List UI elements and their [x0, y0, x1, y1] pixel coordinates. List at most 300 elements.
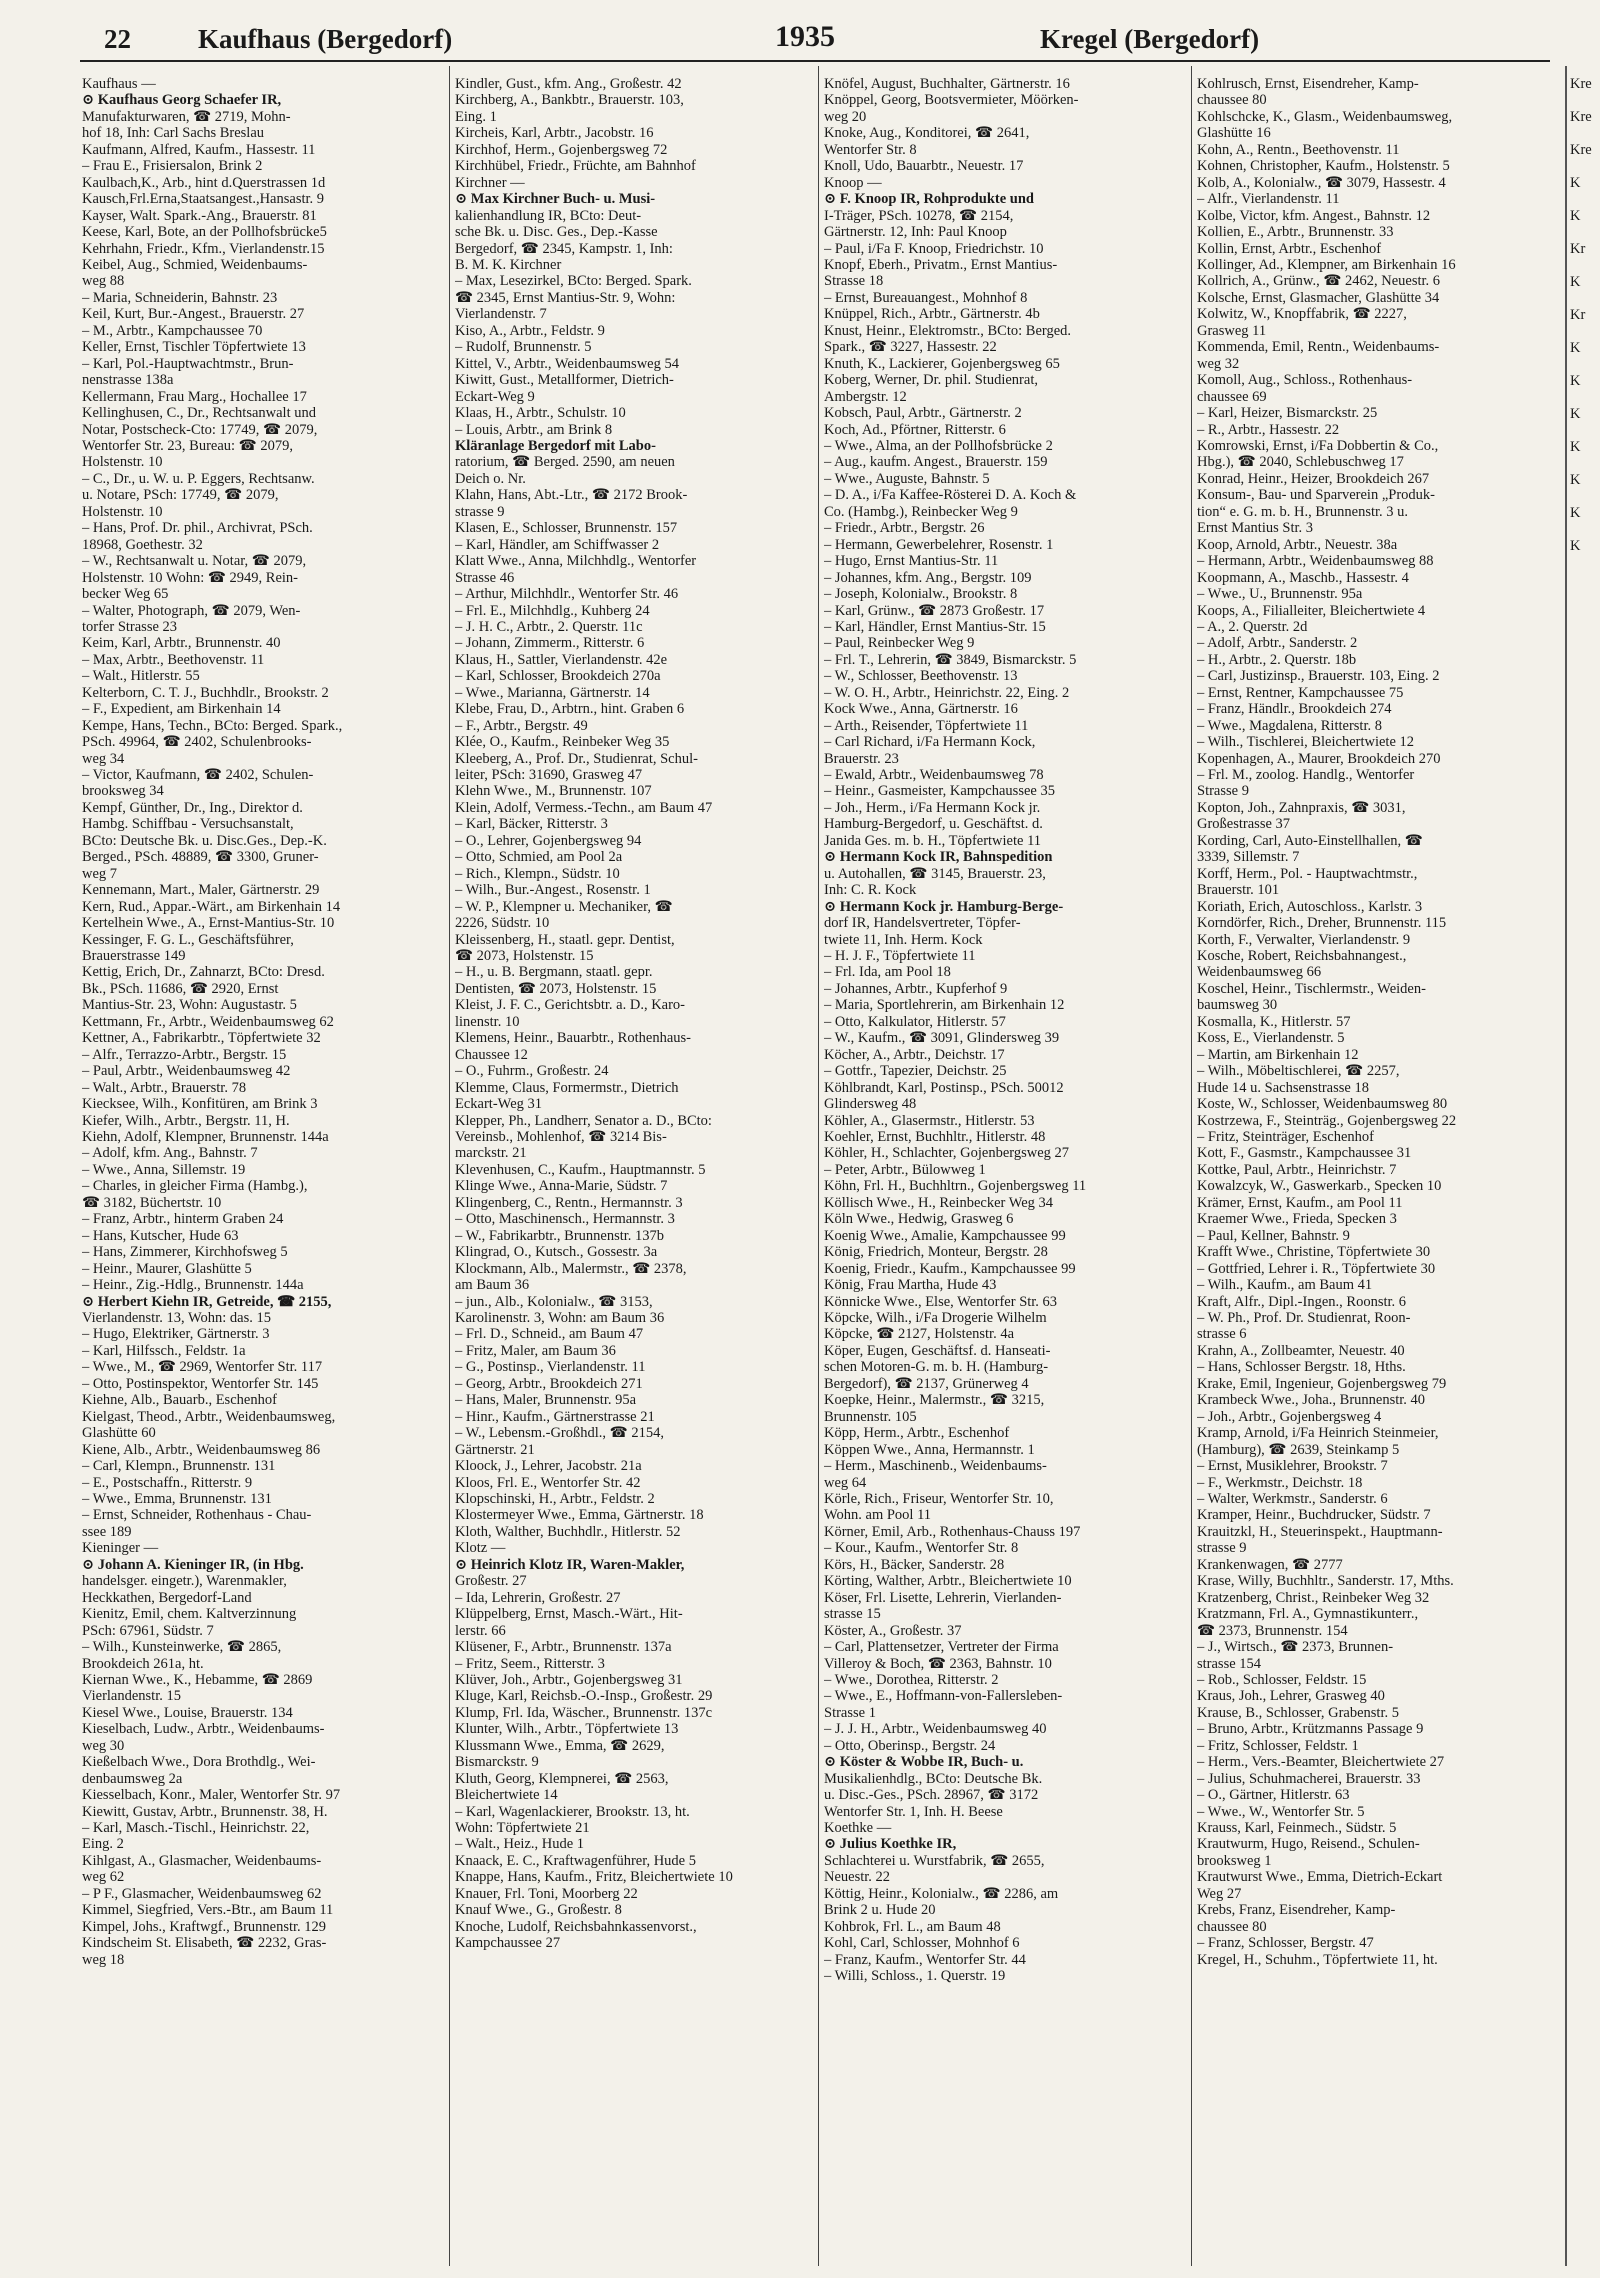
directory-entry: Klein, Adolf, Vermess.-Techn., am Baum 47 [455, 799, 713, 816]
directory-entry: Kennemann, Mart., Maler, Gärtnerstr. 29 [82, 882, 320, 899]
directory-entry: ratorium, ☎ Berged. 2590, am neuen [455, 454, 675, 471]
directory-entry: Wentorfer Str. 1, Inh. H. Beese [824, 1803, 1003, 1820]
directory-entry: – Maria, Sportlehrerin, am Birkenhain 12 [824, 997, 1065, 1014]
directory-entry: Knappe, Hans, Kaufm., Fritz, Bleichertwiete 10 [455, 1869, 733, 1886]
next-page-fragment: K [1570, 538, 1581, 554]
directory-entry: – E., Postschaffn., Ritterstr. 9 [82, 1474, 253, 1491]
directory-entry: Bismarckstr. 9 [455, 1754, 539, 1771]
directory-entry: – Frl. D., Schneid., am Baum 47 [455, 1326, 644, 1343]
directory-entry: Keim, Karl, Arbtr., Brunnenstr. 40 [82, 635, 281, 652]
directory-entry: Glindersweg 48 [824, 1096, 917, 1113]
directory-entry: Brauerstr. 23 [824, 750, 899, 767]
directory-entry: Knauer, Frl. Toni, Moorberg 22 [455, 1885, 638, 1902]
directory-entry: Köhlbrandt, Karl, Postinsp., PSch. 50012 [824, 1079, 1064, 1096]
directory-entry: Kollin, Ernst, Arbtr., Eschenhof [1197, 240, 1382, 257]
directory-entry: Brookdeich 261a, ht. [82, 1655, 204, 1672]
next-page-fragment: Kre [1570, 142, 1592, 158]
directory-entry: – Hans, Prof. Dr. phil., Archivrat, PSch. [82, 520, 313, 537]
directory-entry: schen Motoren-G. m. b. H. (Hamburg- [824, 1359, 1049, 1376]
directory-entry: ⊙ Julius Koethke IR, [824, 1836, 957, 1853]
directory-entry: Kienitz, Emil, chem. Kaltverzinnung [82, 1606, 297, 1623]
directory-entry: Knust, Heinr., Elektromstr., BCto: Berged. [824, 322, 1072, 339]
next-page-fragment: K [1570, 406, 1581, 422]
directory-entry: – J. H. C., Arbtr., 2. Querstr. 11c [455, 618, 643, 635]
directory-entry: ⊙ Hermann Kock jr. Hamburg-Berge- [824, 898, 1064, 915]
directory-entry: – Frl. E., Milchhdlg., Kuhberg 24 [455, 602, 650, 619]
directory-entry: Kohn, A., Rentn., Beethovenstr. 11 [1197, 141, 1400, 158]
directory-entry: – Joseph, Kolonialw., Brookstr. 8 [824, 586, 1018, 603]
directory-entry: weg 64 [824, 1474, 867, 1491]
directory-entry: Klockmann, Alb., Malermstr., ☎ 2378, [455, 1260, 687, 1277]
next-page-strip [1570, 76, 1600, 2256]
directory-entry: – Otto, Schmied, am Pool 2a [455, 849, 623, 866]
directory-entry: – F., Arbtr., Bergstr. 49 [455, 717, 588, 734]
page-header [80, 18, 1550, 66]
directory-entry: – Karl, Masch.-Tischl., Heinrichstr. 22, [82, 1820, 310, 1837]
directory-entry: Kessinger, F. G. L., Geschäftsführer, [82, 931, 294, 948]
directory-entry: – F., Expedient, am Birkenhain 14 [82, 701, 281, 718]
directory-entry: u. Disc.-Ges., PSch. 28967, ☎ 3172 [824, 1787, 1039, 1804]
directory-entry: Köser, Frl. Lisette, Lehrerin, Vierlanden- [824, 1589, 1062, 1606]
directory-entry: Keese, Karl, Bote, an der Pollhofsbrücke5 [82, 224, 327, 241]
directory-entry: Korth, F., Verwalter, Vierlandenstr. 9 [1197, 931, 1411, 948]
directory-entry: Köper, Eugen, Geschäftsf. d. Hanseati- [824, 1342, 1051, 1359]
directory-entry: chaussee 69 [1197, 388, 1267, 405]
directory-entry: Köcher, A., Arbtr., Deichstr. 17 [824, 1046, 1005, 1063]
directory-entry: Notar, Postscheck-Cto: 17749, ☎ 2079, [82, 421, 318, 438]
directory-entry: Berged., PSch. 48889, ☎ 3300, Gruner- [82, 849, 319, 866]
directory-entry: – Ida, Lehrerin, Großestr. 27 [455, 1589, 621, 1606]
directory-entry: – Heinr., Zig.-Hdlg., Brunnenstr. 144a [82, 1277, 304, 1294]
next-page-fragment: K [1570, 340, 1581, 356]
directory-entry: PSch. 49964, ☎ 2402, Schulenbrooks- [82, 734, 312, 751]
directory-entry: Köster, A., Großestr. 37 [824, 1622, 962, 1639]
next-page-fragment: K [1570, 175, 1581, 191]
directory-entry: Kollien, E., Arbtr., Brunnenstr. 33 [1197, 224, 1394, 241]
directory-entry: Kramp, Arnold, i/Fa Heinrich Steinmeier, [1197, 1425, 1439, 1442]
directory-entry: marckstr. 21 [455, 1145, 527, 1162]
directory-entry: Heckkathen, Bergedorf-Land [82, 1589, 252, 1606]
directory-entry: – Victor, Kaufmann, ☎ 2402, Schulen- [82, 767, 314, 784]
directory-entry: Kluth, Georg, Klempnerei, ☎ 2563, [455, 1770, 669, 1787]
directory-entry: Kelterborn, C. T. J., Buchhdlr., Brookstr. 2 [82, 684, 329, 701]
directory-entry: Kempf, Günther, Dr., Ing., Direktor d. [82, 799, 303, 816]
directory-entry: – Joh., Herm., i/Fa Hermann Kock jr. [824, 799, 1041, 816]
directory-entry: Großestr. 27 [455, 1573, 527, 1590]
directory-entry: Knöfel, August, Buchhalter, Gärtnerstr. 16 [824, 76, 1070, 92]
directory-entry: Ambergstr. 12 [824, 388, 907, 405]
directory-entry: sche Bk. u. Disc. Ges., Dep.-Kasse [455, 224, 658, 241]
directory-entry: Kleissenberg, H., staatl. gepr. Dentist, [455, 931, 675, 948]
directory-entry: Klée, O., Kaufm., Reinbeker Weg 35 [455, 734, 670, 751]
directory-entry: – Wilh., Möbeltischlerei, ☎ 2257, [1197, 1063, 1400, 1080]
directory-entry: Kirchhof, Herm., Gojenbergsweg 72 [455, 141, 668, 158]
directory-entry: ☎ 2073, Holstenstr. 15 [455, 948, 594, 965]
directory-entry: Kottke, Paul, Arbtr., Heinrichstr. 7 [1197, 1161, 1397, 1178]
directory-entry: Komoll, Aug., Schloss., Rothenhaus- [1197, 372, 1413, 389]
directory-entry: – Frau E., Frisiersalon, Brink 2 [82, 158, 263, 175]
directory-entry: Kiehn, Adolf, Klempner, Brunnenstr. 144a [82, 1129, 329, 1145]
directory-entry: – Heinr., Maurer, Glashütte 5 [82, 1260, 252, 1277]
directory-entry: König, Friedrich, Monteur, Bergstr. 28 [824, 1244, 1048, 1261]
directory-entry: – Wwe., U., Brunnenstr. 95a [1197, 586, 1363, 603]
directory-entry: Kimmel, Siegfried, Vers.-Btr., am Baum 11 [82, 1902, 334, 1919]
directory-entry: Eing. 2 [82, 1836, 124, 1853]
directory-entry: – Hans, Kutscher, Hude 63 [82, 1227, 239, 1244]
directory-entry: – Johann, Zimmerm., Ritterstr. 6 [455, 635, 645, 652]
directory-entry: – Louis, Arbtr., am Brink 8 [455, 421, 613, 438]
directory-entry: Weg 27 [1197, 1885, 1242, 1902]
directory-entry: Köllisch Wwe., H., Reinbecker Weg 34 [824, 1194, 1054, 1211]
directory-entry: – Wwe., Auguste, Bahnstr. 5 [824, 470, 990, 487]
directory-entry: – Walt., Heiz., Hude 1 [455, 1836, 585, 1853]
directory-entry: u. Autohallen, ☎ 3145, Brauerstr. 23, [824, 865, 1046, 882]
directory-entry: – Karl, Wagenlackierer, Brookstr. 13, ht. [455, 1803, 690, 1820]
directory-entry: – Hugo, Elektriker, Gärtnerstr. 3 [82, 1326, 270, 1343]
directory-entry: linenstr. 10 [455, 1013, 520, 1030]
directory-entry: Klatt Wwe., Anna, Milchhdlg., Wentorfer [455, 553, 697, 570]
directory-entry: – Karl, Heizer, Bismarckstr. 25 [1197, 405, 1378, 422]
directory-entry: – D. A., i/Fa Kaffee-Rösterei D. A. Koch & [824, 487, 1077, 504]
directory-entry: Hamburg-Bergedorf, u. Geschäftst. d. [824, 816, 1043, 833]
directory-entry: Köpcke, ☎ 2127, Holstenstr. 4a [824, 1326, 1015, 1343]
directory-entry: Konrad, Heinr., Heizer, Brookdeich 267 [1197, 470, 1430, 487]
directory-entry: Klehn Wwe., M., Brunnenstr. 107 [455, 783, 652, 800]
directory-entry: Krebs, Franz, Eisendreher, Kamp- [1197, 1902, 1396, 1919]
directory-entry: – Alfr., Vierlandenstr. 11 [1197, 191, 1340, 208]
directory-entry: hof 18, Inh: Carl Sachs Breslau [82, 125, 265, 142]
directory-entry: Kiernan Wwe., K., Hebamme, ☎ 2869 [82, 1671, 313, 1688]
directory-entry: – Fritz, Maler, am Baum 36 [455, 1342, 616, 1359]
directory-entry: ssee 189 [82, 1523, 132, 1540]
column-divider [1191, 66, 1192, 2266]
directory-entry: handelsger. eingetr.), Warenmakler, [82, 1573, 287, 1590]
directory-entry: Kirchberg, A., Bankbtr., Brauerstr. 103, [455, 92, 684, 109]
directory-entry: – Wwe., Magdalena, Ritterstr. 8 [1197, 717, 1382, 734]
directory-entry: 2226, Südstr. 10 [455, 915, 550, 932]
directory-entry: Kaufmann, Alfred, Kaufm., Hassestr. 11 [82, 141, 316, 158]
directory-entry: – Paul, Kellner, Bahnstr. 9 [1197, 1227, 1350, 1244]
directory-entry: Kloth, Walther, Buchhdlr., Hitlerstr. 52 [455, 1523, 681, 1540]
directory-entry: Kern, Rud., Appar.-Wärt., am Birkenhain 14 [82, 898, 341, 915]
directory-entry: Bergedorf, ☎ 2345, Kampstr. 1, Inh: [455, 240, 673, 257]
directory-entry: Klotz — [455, 1540, 506, 1557]
directory-entry: Klemens, Heinr., Bauarbtr., Rothenhaus- [455, 1030, 691, 1047]
directory-entry: – Heinr., Gasmeister, Kampchaussee 35 [824, 783, 1055, 800]
directory-entry: weg 34 [82, 750, 125, 767]
directory-entry: Strasse 18 [824, 273, 884, 290]
directory-entry: – Karl, Grünw., ☎ 2873 Großestr. 17 [824, 602, 1045, 619]
directory-entry: strasse 9 [455, 503, 505, 520]
directory-entry: weg 32 [1197, 355, 1240, 372]
directory-entry: chaussee 80 [1197, 92, 1267, 109]
directory-entry: Keibel, Aug., Schmied, Weidenbaums- [82, 256, 308, 273]
directory-entry: Janida Ges. m. b. H., Töpfertwiete 11 [824, 832, 1042, 849]
directory-entry: Kramper, Heinr., Buchdrucker, Südstr. 7 [1197, 1507, 1431, 1524]
directory-entry: – Arthur, Milchhdlr., Wentorfer Str. 46 [455, 586, 679, 603]
directory-entry: Kiso, A., Arbtr., Feldstr. 9 [455, 322, 605, 339]
directory-entry: Kläranlage Bergedorf mit Labo- [455, 437, 656, 454]
directory-entry: strasse 6 [1197, 1326, 1247, 1343]
directory-entry: Kollinger, Ad., Klempner, am Birkenhain 16 [1197, 256, 1456, 273]
directory-entry: – P F., Glasmacher, Weidenbaumsweg 62 [82, 1885, 322, 1902]
header-year: 1935 [775, 20, 835, 53]
directory-entry: Kiewitt, Gustav, Arbtr., Brunnenstr. 38, H. [82, 1803, 328, 1820]
directory-entry: – Arth., Reisender, Töpfertwiete 11 [824, 717, 1029, 734]
directory-entry: – Paul, Reinbecker Weg 9 [824, 635, 975, 652]
directory-entry: Konsum-, Bau- und Sparverein „Produk- [1197, 487, 1435, 504]
directory-entry: Klasen, E., Schlosser, Brunnenstr. 157 [455, 520, 678, 537]
directory-entry: – Ernst, Rentner, Kampchaussee 75 [1197, 684, 1404, 701]
directory-entry: tion“ e. G. m. b. H., Brunnenstr. 3 u. [1197, 503, 1409, 520]
directory-entry: Vierlandenstr. 15 [82, 1688, 181, 1705]
directory-entry: Koriath, Erich, Autoschloss., Karlstr. 3 [1197, 898, 1423, 915]
directory-entry: Kiesselbach, Konr., Maler, Wentorfer Str. 97 [82, 1787, 341, 1804]
directory-entry: Kolwitz, W., Knopffabrik, ☎ 2227, [1197, 306, 1407, 323]
directory-entry: Klostermeyer Wwe., Emma, Gärtnerstr. 18 [455, 1507, 704, 1524]
directory-entry: Kircheis, Karl, Arbtr., Jacobstr. 16 [455, 125, 654, 142]
directory-entry: brooksweg 34 [82, 783, 164, 800]
directory-entry: – C., Dr., u. W. u. P. Eggers, Rechtsanw. [82, 470, 315, 487]
directory-entry: Krahn, A., Zollbeamter, Neuestr. 40 [1197, 1342, 1405, 1359]
directory-entry: Klinge Wwe., Anna-Marie, Südstr. 7 [455, 1178, 668, 1195]
directory-entry: – Hans, Schlosser Bergstr. 18, Hths. [1197, 1359, 1406, 1376]
directory-entry: – Wilh., Kaufm., am Baum 41 [1197, 1277, 1373, 1294]
directory-entry: – Peter, Arbtr., Bülowweg 1 [824, 1161, 986, 1178]
directory-entry: – Max, Lesezirkel, BCto: Berged. Spark. [455, 273, 692, 290]
directory-entry: – H., Arbtr., 2. Querstr. 18b [1197, 651, 1357, 668]
directory-entry: – Ernst, Schneider, Rothenhaus - Chau- [82, 1507, 312, 1524]
directory-entry: – Wilh., Bur.-Angest., Rosenstr. 1 [455, 882, 651, 899]
directory-entry: – Hans, Zimmerer, Kirchhofsweg 5 [82, 1244, 288, 1261]
directory-entry: Klüsener, F., Arbtr., Brunnenstr. 137a [455, 1639, 672, 1656]
directory-entry: Knoop — [824, 174, 882, 191]
directory-entry: Kindler, Gust., kfm. Ang., Großestr. 42 [455, 76, 682, 92]
directory-entry: Körner, Emil, Arb., Rothenhaus-Chauss 197 [824, 1523, 1081, 1540]
directory-entry: Koschel, Heinr., Tischlermstr., Weiden- [1197, 980, 1426, 997]
directory-entry: – Karl, Schlosser, Brookdeich 270a [455, 668, 661, 685]
directory-entry: – Paul, i/Fa F. Knoop, Friedrichstr. 10 [824, 240, 1044, 257]
directory-entry: Kloock, J., Lehrer, Jacobstr. 21a [455, 1458, 642, 1475]
directory-entry: – A., 2. Querstr. 2d [1197, 618, 1308, 635]
directory-entry: Ernst Mantius Str. 3 [1197, 520, 1314, 537]
directory-entry: Knauf Wwe., G., Großestr. 8 [455, 1902, 622, 1919]
directory-entry: Hambg. Schiffbau - Versuchsanstalt, [82, 816, 294, 833]
directory-entry: ☎ 2373, Brunnenstr. 154 [1197, 1622, 1348, 1639]
directory-entry: – R., Arbtr., Hassestr. 22 [1197, 421, 1340, 438]
directory-entry: Bk., PSch. 11686, ☎ 2920, Ernst [82, 980, 279, 997]
directory-entry: Klemme, Claus, Formermstr., Dietrich [455, 1079, 679, 1096]
directory-entry: Kettner, A., Fabrikarbtr., Töpfertwiete 32 [82, 1030, 321, 1047]
directory-entry: – Joh., Arbtr., Gojenbergsweg 4 [1197, 1408, 1382, 1425]
directory-entry: Kraemer Wwe., Frieda, Specken 3 [1197, 1211, 1397, 1228]
directory-entry: – W., Schlosser, Beethovenstr. 13 [824, 668, 1018, 685]
directory-entry: Holstenstr. 10 [82, 503, 163, 520]
directory-entry: B. M. K. Kirchner [455, 256, 562, 273]
next-page-fragment: Kre [1570, 76, 1592, 92]
directory-entry: Kampchaussee 27 [455, 1935, 561, 1952]
directory-entry: ⊙ Heinrich Klotz IR, Waren-Makler, [455, 1556, 685, 1573]
directory-entry: – Walt., Hitlerstr. 55 [82, 668, 200, 685]
directory-entry: – jun., Alb., Kolonialw., ☎ 3153, [455, 1293, 653, 1310]
directory-entry: Eckart-Weg 31 [455, 1096, 542, 1113]
directory-entry: Strasse 9 [1197, 783, 1249, 800]
directory-entry: Eing. 1 [455, 108, 497, 125]
directory-entry: Kollrich, A., Grünw., ☎ 2462, Neuestr. 6 [1197, 273, 1441, 290]
directory-entry: Manufakturwaren, ☎ 2719, Mohn- [82, 108, 291, 125]
directory-entry: Köpcke, Wilh., i/Fa Drogerie Wilhelm [824, 1309, 1047, 1326]
directory-entry: – Wilh., Kunsteinwerke, ☎ 2865, [82, 1639, 282, 1656]
directory-entry: Klahn, Hans, Abt.-Ltr., ☎ 2172 Brook- [455, 487, 688, 504]
directory-entry: – Karl, Händler, Ernst Mantius-Str. 15 [824, 618, 1046, 635]
directory-entry: – Carl, Justizinsp., Brauerstr. 103, Eing. 2 [1197, 668, 1440, 685]
directory-entry: – Maria, Schneiderin, Bahnstr. 23 [82, 289, 278, 306]
directory-entry: Krankenwagen, ☎ 2777 [1197, 1556, 1343, 1573]
directory-entry: – Georg, Arbtr., Brookdeich 271 [455, 1375, 643, 1392]
directory-entry: Kluge, Karl, Reichsb.-O.-Insp., Großestr. 29 [455, 1688, 713, 1705]
directory-entry: Kobsch, Paul, Arbtr., Gärtnerstr. 2 [824, 405, 1022, 422]
directory-entry: – O., Fuhrm., Großestr. 24 [455, 1063, 609, 1080]
directory-entry: I-Träger, PSch. 10278, ☎ 2154, [824, 207, 1014, 224]
directory-entry: Knopf, Eberh., Privatm., Ernst Mantius- [824, 256, 1058, 273]
directory-entry: – Friedr., Arbtr., Bergstr. 26 [824, 520, 985, 537]
directory-entry: – Fritz, Seem., Ritterstr. 3 [455, 1655, 605, 1672]
directory-entry: Klunter, Wilh., Arbtr., Töpfertwiete 13 [455, 1721, 679, 1738]
directory-entry: Musikalienhdlg., BCto: Deutsche Bk. [824, 1770, 1043, 1787]
directory-entry: Kiehne, Alb., Bauarb., Eschenhof [82, 1392, 277, 1409]
column-3 [824, 76, 1186, 2261]
directory-entry: – Karl, Händler, am Schiffwasser 2 [455, 536, 660, 553]
next-page-fragment: K [1570, 373, 1581, 389]
directory-entry: Kosmalla, K., Hitlerstr. 57 [1197, 1013, 1351, 1030]
directory-entry: weg 88 [82, 273, 125, 290]
directory-entry: Inh: C. R. Kock [824, 882, 917, 899]
directory-entry: Wohn: Töpfertwiete 21 [455, 1820, 590, 1837]
directory-entry: Kohnen, Christopher, Kaufm., Holstenstr. 5 [1197, 158, 1450, 175]
directory-entry: – J., Wirtsch., ☎ 2373, Brunnen- [1197, 1639, 1394, 1656]
directory-entry: Knöppel, Georg, Bootsvermieter, Möörken- [824, 92, 1079, 109]
directory-entry: Könnicke Wwe., Else, Wentorfer Str. 63 [824, 1293, 1058, 1310]
directory-entry: – Franz, Kaufm., Wentorfer Str. 44 [824, 1951, 1026, 1968]
column-divider [818, 66, 819, 2266]
directory-entry: Klopschinski, H., Arbtr., Feldstr. 2 [455, 1490, 655, 1507]
directory-entry: Brunnenstr. 105 [824, 1408, 917, 1425]
directory-entry: u. Notare, PSch: 17749, ☎ 2079, [82, 487, 279, 504]
directory-entry: Villeroy & Boch, ☎ 2363, Bahnstr. 10 [824, 1655, 1052, 1672]
directory-entry: Kopenhagen, A., Maurer, Brookdeich 270 [1197, 750, 1441, 767]
directory-entry: – W. O. H., Arbtr., Heinrichstr. 22, Eing. 2 [824, 684, 1070, 701]
directory-entry: Klepper, Ph., Landherr, Senator a. D., BCto: [455, 1112, 712, 1129]
directory-entry: Krautwurm, Hugo, Reisend., Schulen- [1197, 1836, 1420, 1853]
directory-entry: Knoke, Aug., Konditorei, ☎ 2641, [824, 125, 1030, 142]
directory-entry: Koste, W., Schlosser, Weidenbaumsweg 80 [1197, 1096, 1448, 1113]
directory-entry: Deich o. Nr. [455, 470, 526, 487]
directory-entry: Krake, Emil, Ingenieur, Gojenbergsweg 79 [1197, 1375, 1447, 1392]
directory-entry: Knoche, Ludolf, Reichsbahnkassenvorst., [455, 1918, 697, 1935]
directory-entry: Co. (Hambg.), Reinbecker Weg 9 [824, 503, 1018, 520]
directory-entry: Koss, E., Vierlandenstr. 5 [1197, 1030, 1345, 1047]
directory-entry: weg 18 [82, 1951, 125, 1968]
directory-entry: Korndörfer, Rich., Dreher, Brunnenstr. 115 [1197, 915, 1447, 932]
column-4 [1197, 76, 1559, 2261]
directory-entry: Koenig, Friedr., Kaufm., Kampchaussee 99 [824, 1260, 1076, 1277]
directory-entry: twiete 11, Inh. Herm. Kock [824, 931, 983, 948]
directory-entry: – Wwe., W., Wentorfer Str. 5 [1197, 1803, 1365, 1820]
directory-entry: ☎ 3182, Büchertstr. 10 [82, 1194, 222, 1211]
directory-entry: – Kour., Kaufm., Wentorfer Str. 8 [824, 1540, 1019, 1557]
directory-entry: – W., Kaufm., ☎ 3091, Glindersweg 39 [824, 1030, 1060, 1047]
directory-entry: ⊙ Max Kirchner Buch- u. Musi- [455, 191, 656, 208]
directory-entry: dorf IR, Handelsvertreter, Töpfer- [824, 915, 1021, 932]
directory-entry: BCto: Deutsche Bk. u. Disc.Ges., Dep.-K. [82, 832, 327, 849]
directory-entry: Koch, Ad., Pförtner, Ritterstr. 6 [824, 421, 1006, 438]
directory-entry: Hbg.), ☎ 2040, Schlebuschweg 17 [1197, 454, 1404, 471]
directory-entry: weg 62 [82, 1869, 125, 1886]
directory-entry: – Franz, Schlosser, Bergstr. 47 [1197, 1935, 1374, 1952]
directory-entry: Koop, Arnold, Arbtr., Neuestr. 38a [1197, 536, 1398, 553]
header-left-title: Kaufhaus (Bergedorf) [198, 24, 453, 54]
directory-entry: Kiene, Alb., Arbtr., Weidenbaumsweg 86 [82, 1441, 321, 1458]
directory-entry: Kiefer, Wilh., Arbtr., Bergstr. 11, H. [82, 1112, 290, 1129]
directory-entry: Kellermann, Frau Marg., Hochallee 17 [82, 388, 307, 405]
directory-entry: 18968, Goethestr. 32 [82, 536, 203, 553]
header-rule [80, 60, 1550, 62]
directory-entry: Hude 14 u. Sachsenstrasse 18 [1197, 1079, 1369, 1096]
directory-entry: Kittel, V., Arbtr., Weidenbaumsweg 54 [455, 355, 679, 372]
directory-entry: – Carl, Klempn., Brunnenstr. 131 [82, 1458, 276, 1475]
page-number: 22 [104, 24, 131, 54]
directory-entry: Brauerstrasse 149 [82, 948, 186, 965]
directory-entry: Wentorfer Str. 23, Bureau: ☎ 2079, [82, 437, 293, 454]
directory-entry: – Otto, Kalkulator, Hitlerstr. 57 [824, 1013, 1006, 1030]
directory-entry: Großestrasse 37 [1197, 816, 1291, 833]
directory-entry: – Karl, Bäcker, Ritterstr. 3 [455, 816, 608, 833]
directory-entry: Kihlgast, A., Glasmacher, Weidenbaums- [82, 1852, 322, 1869]
directory-entry: Dentisten, ☎ 2073, Holstenstr. 15 [455, 980, 657, 997]
directory-entry: Kießelbach Wwe., Dora Brothdlg., Wei- [82, 1754, 316, 1771]
directory-entry: – Walter, Werkmstr., Sanderstr. 6 [1197, 1490, 1388, 1507]
directory-entry: Kopton, Joh., Zahnpraxis, ☎ 3031, [1197, 799, 1406, 816]
directory-entry: (Hamburg), ☎ 2639, Steinkamp 5 [1197, 1441, 1400, 1458]
next-page-fragment: K [1570, 472, 1581, 488]
directory-entry: – W., Lebensm.-Großhdl., ☎ 2154, [455, 1425, 664, 1442]
directory-entry: – Willi, Schloss., 1. Querstr. 19 [824, 1968, 1006, 1985]
directory-entry: – Walt., Arbtr., Brauerstr. 78 [82, 1079, 247, 1096]
directory-entry: Eckart-Weg 9 [455, 388, 535, 405]
directory-entry: Neuestr. 22 [824, 1869, 891, 1886]
directory-entry: Kolbe, Victor, kfm. Angest., Bahnstr. 12 [1197, 207, 1431, 224]
directory-entry: weg 20 [824, 108, 867, 125]
directory-entry: Holstenstr. 10 [82, 454, 163, 471]
directory-entry: lerstr. 66 [455, 1622, 506, 1639]
directory-entry: Vierlandenstr. 13, Wohn: das. 15 [82, 1309, 271, 1326]
directory-entry: Kregel, H., Schuhm., Töpfertwiete 11, ht. [1197, 1951, 1438, 1968]
directory-entry: Kaufhaus — [82, 76, 156, 92]
directory-entry: Kaulbach,K., Arb., hint d.Querstrassen 1d [82, 174, 326, 191]
directory-entry: – Hugo, Ernst Mantius-Str. 11 [824, 553, 999, 570]
directory-entry: – Aug., kaufm. Angest., Brauerstr. 159 [824, 454, 1048, 471]
directory-entry: – Ewald, Arbtr., Weidenbaumsweg 78 [824, 767, 1044, 784]
directory-entry: – Ernst, Musiklehrer, Brookstr. 7 [1197, 1458, 1388, 1475]
next-page-fragment: K [1570, 505, 1581, 521]
directory-entry: – Julius, Schuhmacherei, Brauerstr. 33 [1197, 1770, 1421, 1787]
directory-entry: Kraus, Joh., Lehrer, Grasweg 40 [1197, 1688, 1385, 1705]
directory-entry: – Gottfried, Lehrer i. R., Töpfertwiete 30 [1197, 1260, 1436, 1277]
directory-entry: Kettmann, Fr., Arbtr., Weidenbaumsweg 62 [82, 1013, 334, 1030]
header-right-title: Kregel (Bergedorf) [1040, 24, 1260, 54]
directory-entry: – Johannes, Arbtr., Kupferhof 9 [824, 980, 1008, 997]
directory-entry: ⊙ F. Knoop IR, Rohprodukte und [824, 191, 1034, 208]
